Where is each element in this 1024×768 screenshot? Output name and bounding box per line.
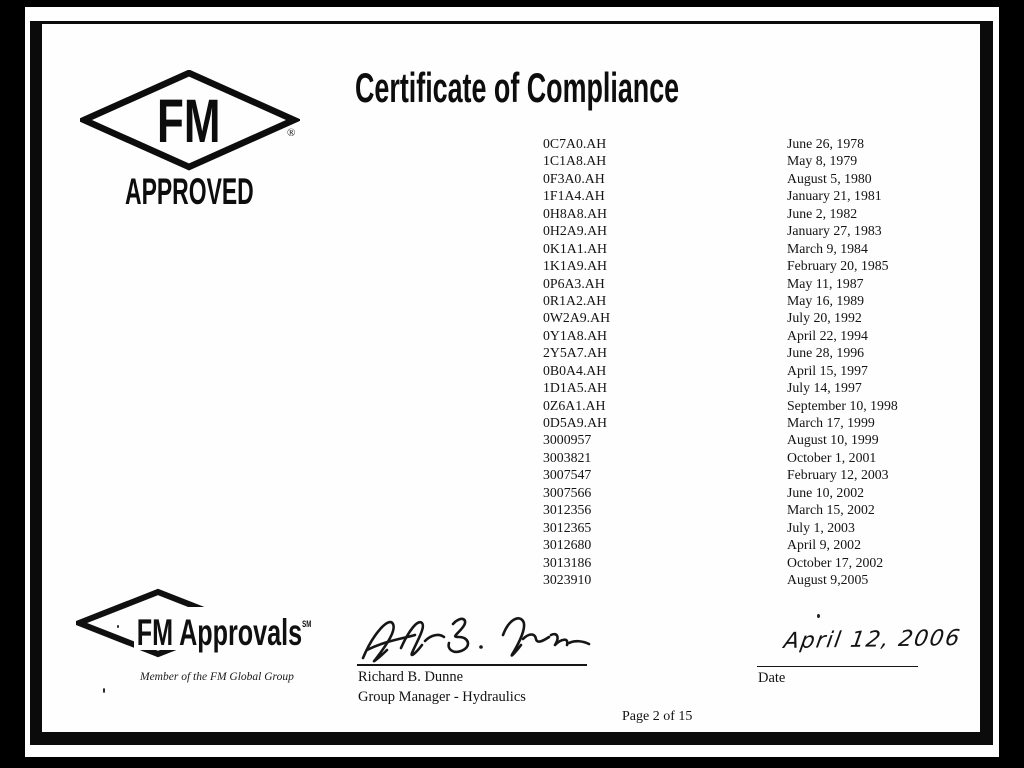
approval-row <box>543 554 963 571</box>
approval-row <box>543 484 963 501</box>
project-id: 0D5A9.AH <box>543 415 607 430</box>
approval-date: June 10, 2002 <box>787 484 865 500</box>
approval-row <box>543 536 963 553</box>
approval-row <box>543 466 963 483</box>
project-id: 0F3A0.AH <box>543 170 605 186</box>
signer-title: Group Manager - Hydraulics <box>358 689 526 705</box>
approval-date: June 26, 1978 <box>787 136 865 151</box>
approval-row <box>543 135 963 152</box>
approval-date: April 9, 2002 <box>787 537 861 553</box>
handwritten-signature <box>355 612 595 666</box>
approval-row <box>543 257 963 274</box>
approval-row <box>543 519 963 536</box>
approval-date: July 1, 2003 <box>787 519 855 535</box>
project-id: 3000957 <box>543 432 592 448</box>
approval-row <box>543 152 963 169</box>
date-label: Date <box>758 670 786 686</box>
approval-row <box>543 222 963 239</box>
fm-diamond-icon <box>80 70 300 172</box>
approval-date: May 11, 1987 <box>787 275 864 291</box>
project-id: 0W2A9.AH <box>543 310 611 326</box>
approval-date: October 17, 2002 <box>787 554 884 570</box>
approval-date: May 16, 1989 <box>787 292 865 308</box>
approval-date: August 10, 1999 <box>787 432 879 448</box>
approval-row <box>543 309 963 326</box>
member-line: Member of the FM Global Group <box>140 671 294 683</box>
approval-row <box>543 170 963 187</box>
approval-date: July 14, 1997 <box>787 380 862 396</box>
signer-name: Richard B. Dunne <box>358 669 464 685</box>
approval-row <box>543 449 963 466</box>
approval-row <box>543 275 963 292</box>
approval-date: May 8, 1979 <box>787 153 858 169</box>
project-id: 3023910 <box>543 571 592 587</box>
approval-row <box>543 292 963 309</box>
project-id: 3007547 <box>543 467 592 483</box>
fm-approved-logo <box>80 70 300 220</box>
approval-date: March 15, 2002 <box>787 502 875 518</box>
approval-date: January 21, 1981 <box>787 188 882 204</box>
approval-date: April 15, 1997 <box>787 362 868 378</box>
project-id: 1C1A8.AH <box>543 153 607 169</box>
approval-row <box>543 414 963 431</box>
approval-list <box>543 135 963 588</box>
project-id: 3013186 <box>543 554 592 570</box>
approval-row <box>543 205 963 222</box>
project-id: 0K1A1.AH <box>543 240 607 256</box>
approval-date: February 20, 1985 <box>787 258 889 274</box>
project-id: 0R1A2.AH <box>543 292 607 308</box>
date-line <box>757 666 918 667</box>
handwritten-date: April 12, 2006 <box>782 625 963 654</box>
approval-date: July 20, 1992 <box>787 310 862 326</box>
project-id: 3012680 <box>543 537 592 553</box>
approval-row <box>543 501 963 518</box>
project-id: 2Y5A7.AH <box>543 345 607 361</box>
project-id: 3012365 <box>543 519 592 535</box>
project-id: 0P6A3.AH <box>543 275 605 291</box>
project-id: 0Y1A8.AH <box>543 327 607 343</box>
service-mark: SM <box>302 619 312 629</box>
approval-row <box>543 379 963 396</box>
project-id: 0H2A9.AH <box>543 223 607 239</box>
approval-row <box>543 344 963 361</box>
approval-date: June 28, 1996 <box>787 345 865 361</box>
project-id: 0C7A0.AH <box>543 136 607 151</box>
approval-row <box>543 362 963 379</box>
approval-date: March 9, 1984 <box>787 240 868 256</box>
approval-row <box>543 327 963 344</box>
approval-row <box>543 431 963 448</box>
approval-date: January 27, 1983 <box>787 223 882 239</box>
registered-trademark-icon: ® <box>287 127 296 139</box>
approval-date: October 1, 2001 <box>787 449 877 465</box>
project-id: 3003821 <box>543 449 592 465</box>
project-id: 0H8A8.AH <box>543 205 607 221</box>
scan-speck <box>817 614 820 618</box>
fm-logo-text: FM <box>157 88 221 156</box>
approval-date: March 17, 1999 <box>787 415 875 430</box>
project-id: 1D1A5.AH <box>543 380 607 396</box>
approved-label: APPROVED <box>125 171 254 212</box>
signature-line <box>357 664 587 666</box>
approval-date: August 9,2005 <box>787 571 869 587</box>
page-number: Page 2 of 15 <box>622 709 693 724</box>
approval-date: April 22, 1994 <box>787 327 868 343</box>
approval-row <box>543 240 963 257</box>
approval-date: June 2, 1982 <box>787 205 858 221</box>
approval-date: August 5, 1980 <box>787 170 872 186</box>
approval-row <box>543 187 963 204</box>
project-id: 1K1A9.AH <box>543 258 607 274</box>
project-id: 1F1A4.AH <box>543 188 605 204</box>
project-id: 0Z6A1.AH <box>543 397 606 413</box>
certificate-title: Certificate of Compliance <box>355 64 680 111</box>
scan-speck <box>103 688 105 693</box>
fm-approvals-text: FM Approvals <box>136 612 303 653</box>
approval-date: February 12, 2003 <box>787 467 889 483</box>
project-id: 3007566 <box>543 484 592 500</box>
fm-approvals-logo <box>76 588 336 698</box>
project-id: 0B0A4.AH <box>543 362 607 378</box>
approval-date: September 10, 1998 <box>787 397 898 413</box>
approval-row <box>543 571 963 588</box>
scan-speck <box>117 625 119 628</box>
project-id: 3012356 <box>543 502 592 518</box>
fm-approvals-wordmark <box>134 607 314 653</box>
approval-row <box>543 397 963 414</box>
